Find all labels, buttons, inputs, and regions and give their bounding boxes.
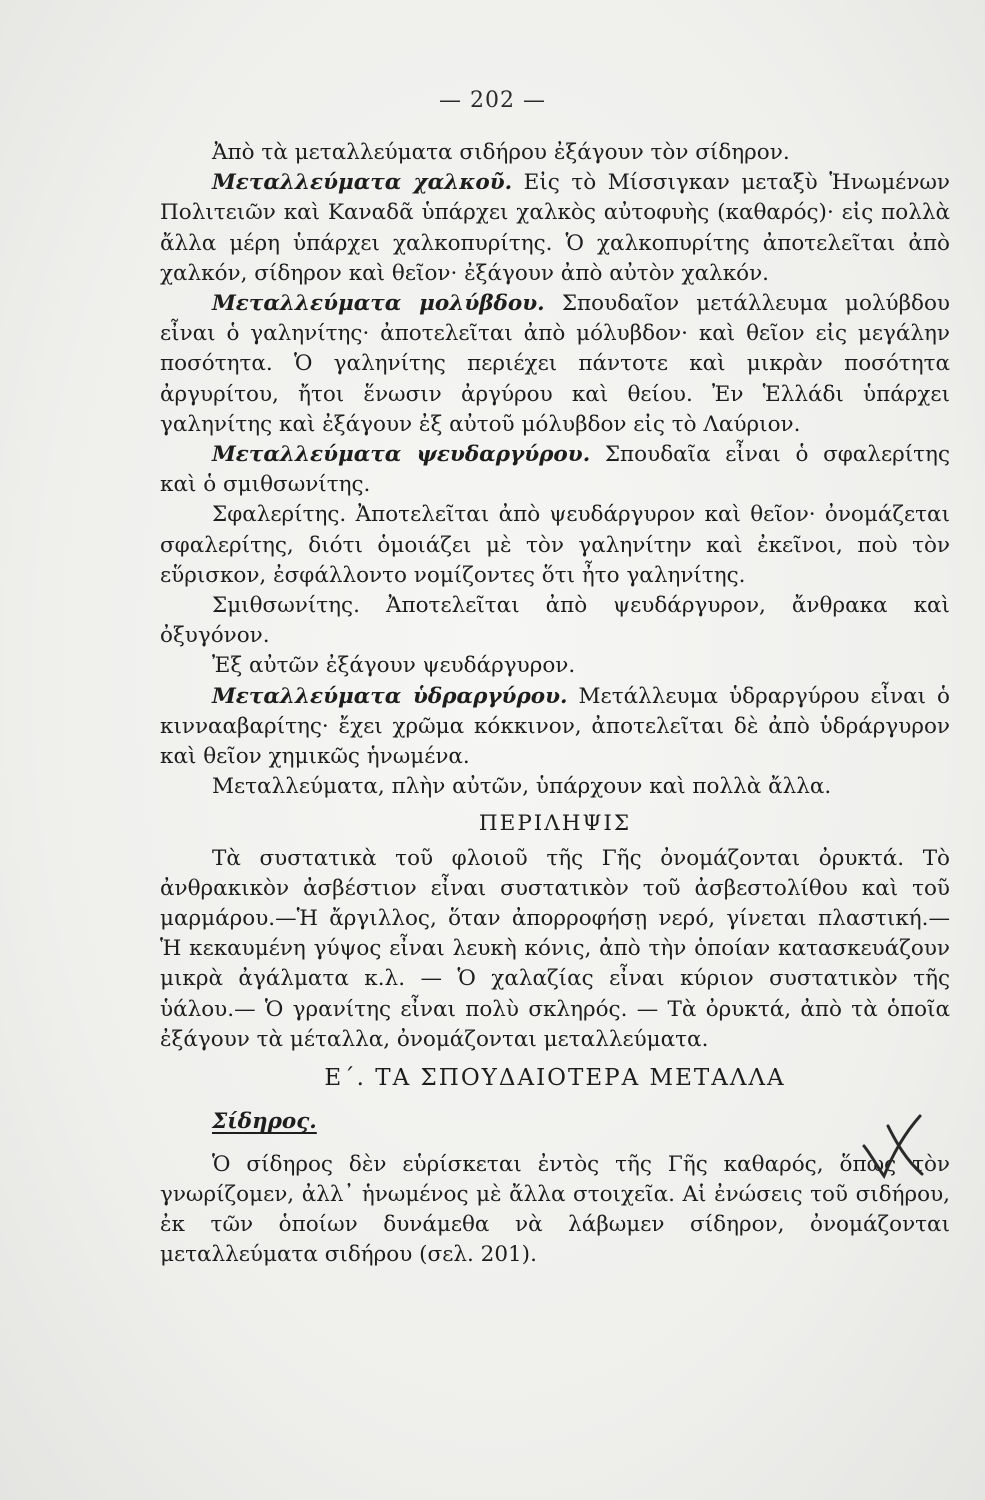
iron-paragraph: Ὁ σίδηρος δὲν εὑρίσκεται ἐντὸς τῆς Γῆς καθαρός, ὅπως τὸν γνωρίζομεν, ἀλλ᾽ ἡνωμένος μὲ ἄλλα στοιχεῖα. Αἱ ἐνώσεις τοῦ σιδήρου, ἐκ τῶν ὁποίων δυνάμεθα νὰ λάβωμεν σίδηρον, ὀνομάζονται μεταλλεύματα σιδήρου (σελ. 201).: [160, 1151, 950, 1268]
paragraph-smithsonite: [160, 591, 950, 651]
paragraph-other-ores: [160, 772, 950, 802]
paragraph-text: Εἰς τὸ Μίσσιγκαν μεταξὺ Ἡνωμένων Πολιτειῶν καὶ Καναδᾶ ὑπάρχει χαλκὸς αὐτοφυὴς (καθαρός)· εἰς πολλὰ ἄλλα μέρη ὑπάρχει χαλκοπυρίτης. Ὁ χαλκοπυρίτης ἀποτελεῖται ἀπὸ χαλκόν, σίδηρον καὶ θεῖον· ἐξάγουν ἀπὸ αὐτὸν χαλκόν.: [160, 170, 950, 286]
paragraph-lead-ores: [160, 289, 950, 440]
paragraph-mercury-ores: [160, 682, 950, 773]
paragraph-text: Σμιθσωνίτης. Ἀποτελεῖται ἀπὸ ψευδάργυρον, ἄνθρακα καὶ ὀξυγόνον.: [160, 593, 950, 649]
paragraph-text: Μεταλλεύματα, πλὴν αὐτῶν, ὑπάρχουν καὶ πολλὰ ἄλλα.: [212, 774, 832, 800]
paragraph-iron-ore: [160, 138, 950, 168]
handwritten-check-mark: [858, 1112, 928, 1182]
summary-title: ΠΕΡΙΛΗΨΙΣ: [478, 811, 632, 837]
paragraph-sphalerite: [160, 500, 950, 591]
paragraph-text: Ἐξ αὐτῶν ἐξάγουν ψευδάργυρον.: [212, 653, 576, 679]
page-number: — 202 —: [439, 88, 546, 113]
paragraph-zinc-extraction: [160, 651, 950, 681]
paragraph-text: Σπουδαῖον μετάλλευμα μολύβδου εἶναι ὁ γαληνίτης· ἀποτελεῖται ἀπὸ μόλυβδον· καὶ θεῖον εἰς μεγάλην ποσότητα. Ὁ γαληνίτης περιέχει πάντοτε καὶ μικρὰν ποσότητα ἀργυρίτου, ἤτοι ἕνωσιν ἀργύρου καὶ θείου. Ἐν Ἑλλάδι ὑπάρχει γαληνίτης καὶ ἐξάγουν ἐξ αὐτοῦ μόλυβδον εἰς τὸ Λαύριον.: [160, 291, 950, 437]
paragraph-heading: Μεταλλεύματα μολύβδου.: [212, 291, 545, 317]
paragraph-zinc-ores: [160, 440, 950, 500]
iron-subheading: Σίδηρος.: [212, 1109, 317, 1135]
chapter-title: Ε΄. ΤΑ ΣΠΟΥΔΑΙΟΤΕΡΑ ΜΕΤΑΛΛΑ: [324, 1065, 786, 1092]
paragraph-heading: Μεταλλεύματα ὑδραργύρου.: [212, 683, 568, 709]
paragraph-text: Μετάλλευμα ὑδραργύρου εἶναι ὁ κιννααβαρίτης· ἔχει χρῶμα κόκκινον, ἀποτελεῖται δὲ ἀπὸ ὑδράργυρον καὶ θεῖον χημικῶς ἡνωμένα.: [160, 683, 950, 770]
paragraph-text: Σπουδαῖα εἶναι ὁ σφαλερίτης καὶ ὁ σμιθσωνίτης.: [160, 442, 950, 498]
paragraph-text: Ἀπὸ τὰ μεταλλεύματα σιδήρου ἐξάγουν τὸν σίδηρον.: [212, 140, 790, 165]
paragraph-text: Σφαλερίτης. Ἀποτελεῖται ἀπὸ ψευδάργυρον καὶ θεῖον· ὀνομάζεται σφαλερίτης, διότι ὁμοιάζει μὲ τὸν γαληνίτην καὶ ἐκεῖνοι, ποὺ τὸν εὕρισκον, ἐσφάλλοντο νομίζοντες ὅτι ἦτο γαληνίτης.: [160, 502, 950, 588]
summary-text: Τὰ συστατικὰ τοῦ φλοιοῦ τῆς Γῆς ὀνομάζονται ὀρυκτά. Τὸ ἀνθρακικὸν ἀσβέστιον εἶναι συστατικὸν τοῦ ἀσβεστολίθου καὶ τοῦ μαρμάρου.—Ἡ ἄργιλλος, ὅταν ἀπορροφήσῃ νερό, γίνεται πλαστική.— Ἡ κεκαυμένη γύψος εἶναι λευκὴ κόνις, ἀπὸ τὴν ὁποίαν κατασκευάζουν μικρὰ ἀγάλματα κ.λ. — Ὁ χαλαζίας εἶναι κύριον συστατικὸν τῆς ὑάλου.— Ὁ γρανίτης εἶναι πολὺ σκληρός. — Τὰ ὀρυκτά, ἀπὸ τὰ ὁποῖα ἐξάγουν τὰ μέταλλα, ὀνομάζονται μεταλλεύματα.: [160, 845, 950, 1052]
page-body: [160, 138, 950, 1270]
paragraph-heading: Μεταλλεύματα ψευδαργύρου.: [212, 442, 591, 468]
paragraph-heading: Μεταλλεύματα χαλκοῦ.: [212, 170, 513, 196]
paragraph-copper-ores: [160, 168, 950, 289]
